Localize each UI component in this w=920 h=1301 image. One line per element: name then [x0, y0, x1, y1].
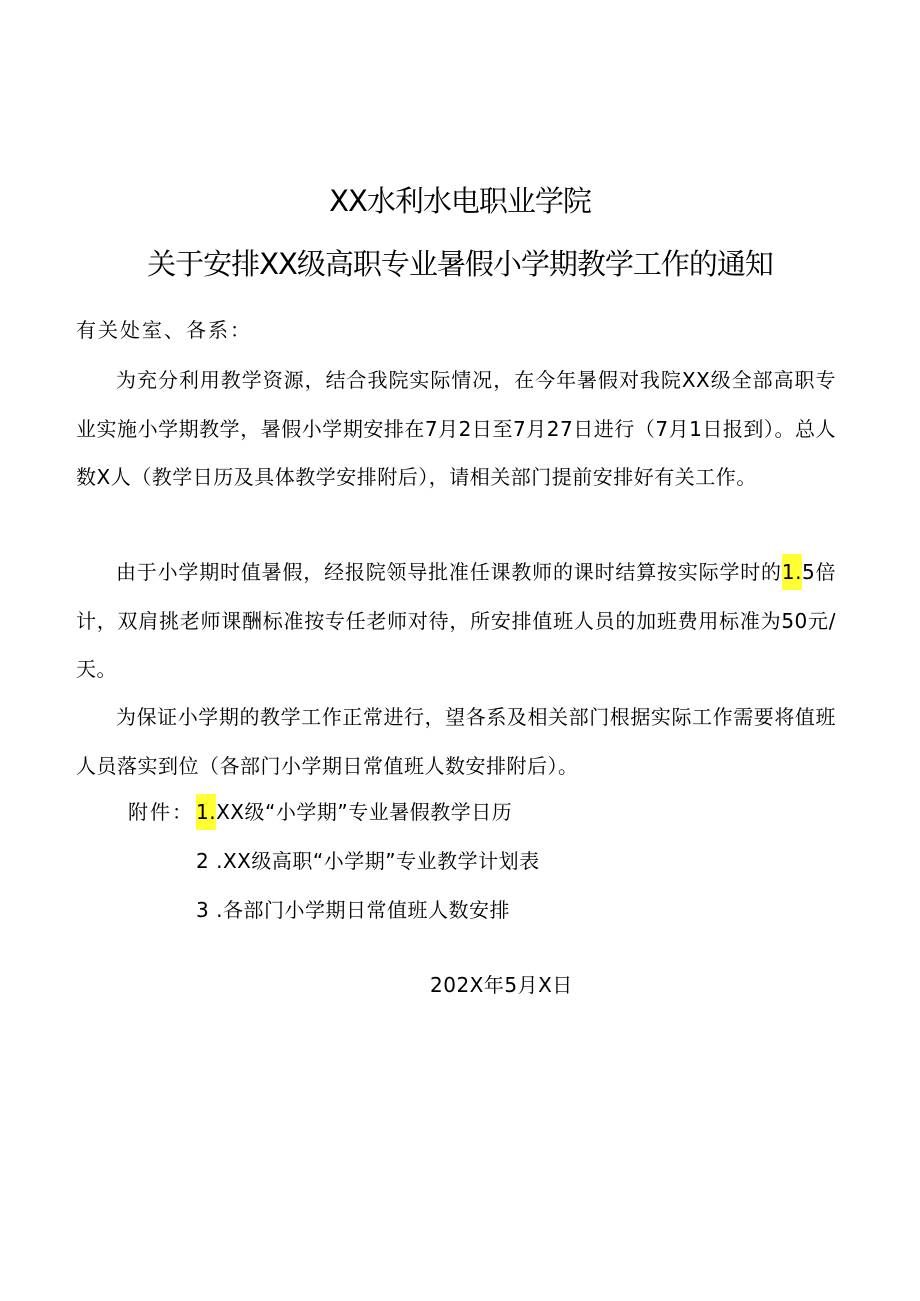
- highlighted-text: 1.: [782, 554, 802, 590]
- paragraph-2: [76, 548, 836, 694]
- attachment-item-3: 3 .各部门小学期日常值班人数安排: [196, 898, 510, 922]
- paragraph-3: 为保证小学期的教学工作正常进行，望各系及相关部门根据实际工作需要将值班人员落实到位（各部门小学期日常值班人数安排附后）。: [76, 705, 836, 778]
- salutation: 有关处室、各系：: [76, 318, 252, 342]
- document-title-line-1: XX水利水电职业学院: [329, 184, 591, 218]
- paragraph-2-text-before: 由于小学期时值暑假，经报院领导批准任课教师的课时结算按实际学时的: [116, 560, 782, 584]
- attachment-item-2: 2 .XX级高职“小学期”专业教学计划表: [196, 849, 540, 873]
- document-title-line-2: 关于安排XX级高职专业暑假小学期教学工作的通知: [147, 247, 773, 281]
- paragraph-1: 为充分利用教学资源，结合我院实际情况，在今年暑假对我院XX级全部高职专业实施小学期教学，暑假小学期安排在7月2日至7月27日进行（7月1日报到）。总人数X人（教学日历及具体教学安排附后），请相关部门提前安排好有关工作。: [76, 368, 836, 489]
- attachment-item-1-text: XX级“小学期”专业暑假教学日历: [216, 800, 513, 824]
- attachments-label: 附件：: [128, 800, 194, 824]
- paragraph-2-text-after: 5倍计，双肩挑老师课酬标准按专任老师对待，所安排值班人员的加班费用标准为50元/天。: [76, 560, 837, 681]
- attachment-item-1: [196, 802, 512, 822]
- document-date: 202X年5月X日: [430, 973, 573, 997]
- attachment-item-1-number: 1.: [196, 794, 216, 830]
